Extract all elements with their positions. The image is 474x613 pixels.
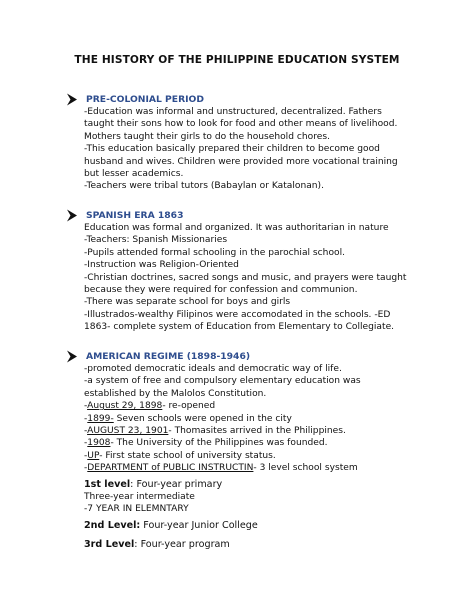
level-3-block — [84, 538, 230, 551]
body-line: -This education basically prepared their children to become good — [84, 144, 380, 155]
dated-item — [84, 413, 426, 425]
body-line: established by the Malolos Constitution. — [84, 388, 267, 399]
level-1-sub-line: -7 YEAR IN ELEMNTARY — [84, 504, 189, 515]
body-line: -There was separate school for boys and girls — [84, 297, 291, 308]
body-line: Education was formal and organized. It was authoritarian in nature — [84, 223, 389, 233]
dated-item — [84, 437, 426, 449]
level-1-line — [84, 478, 222, 491]
body-line: -Pupils attended formal schooling in the parochial school. — [84, 247, 345, 258]
dated-item-date: 1899- — [87, 413, 114, 424]
section-american — [66, 349, 426, 475]
dated-item-text: Seven schools were opened in the city — [113, 413, 292, 424]
level-3-text: : Four-year program — [134, 539, 230, 550]
dated-item — [84, 462, 426, 474]
dated-item-date: August 29, 1898 — [87, 401, 163, 412]
level-2-block — [84, 519, 258, 532]
dated-item-text: - The University of the Philippines was founded. — [110, 438, 328, 449]
body-line: -Teachers were tribal tutors (Babaylan or Katalonan). — [84, 181, 324, 192]
dated-item-date: AUGUST 23, 1901 — [87, 426, 169, 437]
body-line: but lesser academics. — [84, 169, 184, 180]
section-spanish — [66, 208, 426, 334]
body-line: Mothers taught their girls to do the household chores. — [84, 131, 330, 142]
section-precolonial — [66, 92, 426, 193]
body-line: -Christian doctrines, sacred songs and music, and prayers were taught — [84, 272, 407, 283]
level-3-label: 3rd Level — [84, 539, 135, 550]
body-line: -Teachers: Spanish Missionaries — [84, 235, 228, 246]
level-1-block — [84, 478, 222, 516]
level-2-line — [84, 519, 258, 532]
dated-item-date: 1908 — [87, 438, 111, 449]
dated-item-prefix: - — [84, 463, 88, 474]
dated-item-text: - 3 level school system — [253, 463, 358, 474]
dated-item-date: UP — [87, 450, 100, 461]
dated-item-text: - Thomasites arrived in the Philippines. — [168, 426, 346, 437]
body-line: -Illustrados-wealthy Filipinos were accomodated in the schools. -ED — [84, 309, 391, 320]
arrowhead-bullet-icon — [66, 93, 78, 106]
level-1-label: 1st level — [84, 479, 131, 490]
dated-item — [84, 425, 426, 437]
page-title: THE HISTORY OF THE PHILIPPINE EDUCATION SYSTEM — [74, 54, 400, 66]
section-heading: SPANISH ERA 1863 — [86, 209, 184, 221]
dated-item-text: - re-opened — [162, 401, 216, 412]
body-line: -Education was informal and unstructured, decentralized. Fathers — [84, 107, 382, 117]
arrowhead-bullet-icon — [66, 350, 78, 363]
body-line: 1863- complete system of Education from Elementary to Collegiate. — [84, 322, 395, 333]
body-line: because they were required for confession and communion. — [84, 285, 358, 296]
dated-item-prefix: - — [84, 426, 88, 437]
section-heading: PRE-COLONIAL PERIOD — [86, 93, 204, 105]
dated-item-prefix: - — [84, 450, 88, 461]
section-heading: AMERICAN REGIME (1898-1946) — [86, 350, 251, 362]
level-1-sub-line: Three-year intermediate — [84, 492, 195, 502]
level-2-label: 2nd Level: — [84, 520, 141, 531]
level-2-text: Four-year Junior College — [140, 520, 258, 531]
dated-item-prefix: - — [84, 401, 88, 412]
dated-item-text: - First state school of university status. — [99, 450, 276, 461]
body-line: taught their sons how to look for food and other means of livelihood. — [84, 119, 398, 130]
level-3-line — [84, 538, 230, 551]
arrowhead-bullet-icon — [66, 209, 78, 222]
dated-item-date: DEPARTMENT of PUBLIC INSTRUCTIN — [87, 463, 254, 474]
dated-item-prefix: - — [84, 438, 88, 449]
body-line: -promoted democratic ideals and democratic way of life. — [84, 364, 342, 374]
body-line: husband and wives. Children were provided more vocational training — [84, 156, 398, 167]
body-line: -Instruction was Religion-Oriented — [84, 260, 239, 271]
dated-item-prefix: - — [84, 413, 88, 424]
body-line: -a system of free and compulsory elementary education was — [84, 376, 361, 387]
dated-item — [84, 400, 426, 412]
level-1-text: : Four-year primary — [130, 479, 223, 490]
dated-item — [84, 450, 426, 462]
